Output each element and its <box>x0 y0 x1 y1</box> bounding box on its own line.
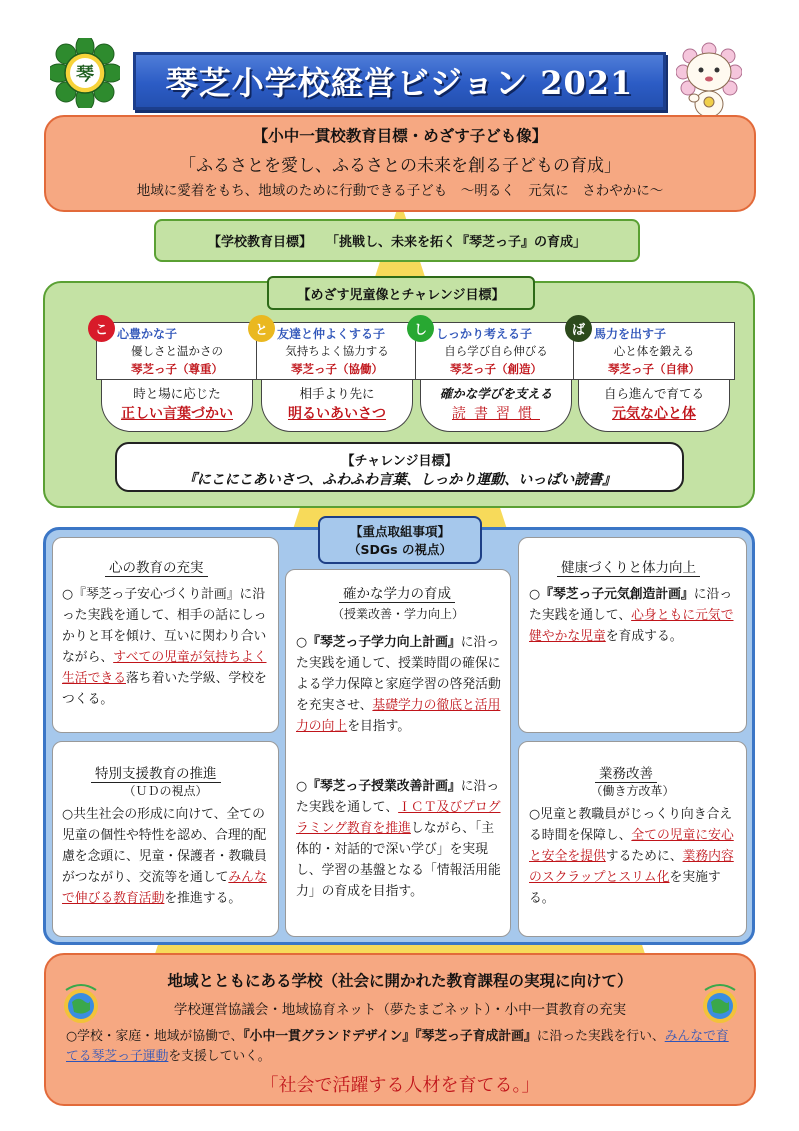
child-card-top <box>96 322 258 380</box>
vision-heading: 【小中一貫校教育目標・めざす子ども像】 <box>252 127 548 145</box>
school-goal-box <box>154 219 640 262</box>
globe-logo-icon <box>60 980 102 1028</box>
school-emblem <box>50 38 120 108</box>
special-body <box>62 804 272 909</box>
mascot-icon <box>676 42 742 120</box>
academic-highlight-1: 基礎学力の徹底と活用力の向上 <box>296 698 501 734</box>
academic-text-2-end: しながら、「主体的・対話的で深い学び」を実現し、学習の基盤となる「情報活用能力」の育成を目指す。 <box>296 821 501 899</box>
child-image-label: 【めざす児童像とチャレンジ目標】 <box>267 276 535 310</box>
health-body <box>529 584 739 647</box>
health-plan: ○『琴芝っ子元気創造計画』 <box>529 587 694 602</box>
community-box <box>44 953 756 1106</box>
emblem-char: 琴 <box>76 64 94 85</box>
vision-main: 「ふるさとを愛し、ふるさとの未来を創る子どもの育成」 <box>179 156 621 176</box>
health-text: に沿った実践を通して、 <box>529 587 733 623</box>
work-body <box>529 804 739 909</box>
child-card-letter-icon: し <box>407 315 434 342</box>
academic-plan-2: ○『琴芝っ子授業改善計画』 <box>296 779 461 794</box>
child-card-challenge-2: 明るいあいさつ <box>288 406 386 422</box>
heart-text: ○『琴芝っ子安心づくり計画』に沿った実践を通して、相手の話にしっかりと耳を傾け、互いに関わり合いながら、 <box>62 587 267 665</box>
community-heading: 地域とともにある学校（社会に開かれた教育課程の実現に向けて） <box>167 972 633 990</box>
community-text-2: に沿った実践を行い、 <box>536 1029 665 1044</box>
child-card-letter-icon: ば <box>565 315 592 342</box>
work-highlight-2: 業務内容のスクラップとスリム化 <box>529 849 734 885</box>
card-academic <box>285 569 511 937</box>
child-card-bottom <box>578 380 730 432</box>
heart-text-end: 落ち着いた学級、学校をつくる。 <box>62 671 267 707</box>
academic-text-2: に沿った実践を通して、 <box>296 779 500 815</box>
community-movement-link[interactable]: みんなで育てる琴芝っ子運動 <box>66 1029 729 1064</box>
child-card-top <box>256 322 418 380</box>
page-title: 琴芝小学校経営ビジョン 2021 <box>165 64 634 102</box>
challenge-text: 『にこにこあいさつ、ふわふわ言葉、しっかり運動、いっぱい読書』 <box>182 472 617 488</box>
child-card-challenge-1: 相手より先に <box>299 386 375 401</box>
child-card-challenge-1: 時と場に応じた <box>133 386 221 401</box>
card-heart-education <box>52 537 279 733</box>
school-vision-box <box>44 115 756 212</box>
focus-label-line1: 【重点取組事項】 <box>349 524 450 539</box>
health-title: 健康づくりと体力向上 <box>557 556 700 577</box>
card-special-support <box>52 741 279 937</box>
work-title: 業務改善 <box>595 762 657 783</box>
child-card-title: しっかり考える子 <box>436 327 533 341</box>
work-text: ○児童と教職員がじっくり向き合える時間を保障し、 <box>529 807 733 843</box>
card-work-reform <box>518 741 747 937</box>
academic-sub: （授業改善・学力向上） <box>331 607 464 621</box>
card-health <box>518 537 747 733</box>
academic-body-2 <box>296 776 502 902</box>
academic-plan-1: ○『琴芝っ子学力向上計画』 <box>296 635 461 650</box>
child-card <box>96 322 258 432</box>
work-highlight-1: 全ての児童に安心と安全を提供 <box>529 828 734 864</box>
academic-text-1-end: を目指す。 <box>347 719 411 734</box>
child-card-top <box>415 322 577 380</box>
health-highlight: 心身ともに元気で健やかな児童 <box>529 608 734 644</box>
child-card-value: 琴芝っ子（協働） <box>291 362 383 376</box>
health-text-end: を育成する。 <box>605 629 683 644</box>
child-card-title: 馬力を出す子 <box>594 327 667 341</box>
academic-body-1 <box>296 632 502 737</box>
title-banner <box>133 52 666 110</box>
child-card-challenge-2: 読書習慣 <box>452 406 540 422</box>
community-sub: 学校運営協議会・地域協育ネット（夢たまごネット）・小中一貫教育の充実 <box>173 1002 627 1018</box>
focus-label <box>318 516 482 564</box>
child-card-value: 琴芝っ子（創造） <box>450 362 542 376</box>
globe-logo-icon-right <box>699 980 741 1028</box>
special-text-end: を推進する。 <box>164 891 242 906</box>
work-sub: （働き方改革） <box>590 784 675 798</box>
special-highlight: みんなで伸びる教育活動 <box>62 870 267 906</box>
special-sub: （ＵＤの視点） <box>123 784 208 798</box>
special-title: 特別支援教育の推進 <box>91 762 221 783</box>
academic-title: 確かな学力の育成 <box>339 582 455 603</box>
child-card-challenge-2: 正しい言葉づかい <box>121 406 233 422</box>
child-card-value: 琴芝っ子（自律） <box>608 362 700 376</box>
child-card-desc: 気持ちよく協力する <box>285 344 389 358</box>
child-card <box>256 322 418 432</box>
heart-highlight: すべての児童が気持ちよく生活できる <box>62 650 267 686</box>
school-goal-text: 「挑戦し、未来を拓く『琴芝っ子』の育成」 <box>326 235 587 250</box>
child-card-bottom <box>420 380 572 432</box>
work-text-end: を実施する。 <box>529 870 721 906</box>
child-card-value: 琴芝っ子（尊重） <box>131 362 223 376</box>
child-card-desc: 優しさと温かさの <box>131 344 223 358</box>
school-goal-label: 【学校教育目標】 <box>207 235 312 250</box>
focus-label-line2: （SDGs の視点） <box>348 542 452 557</box>
child-card <box>415 322 577 432</box>
community-plans: 『小中一貫グランドデザイン』『琴芝っ子育成計画』 <box>243 1029 537 1044</box>
heart-title: 心の教育の充実 <box>105 556 208 577</box>
challenge-heading: 【チャレンジ目標】 <box>341 454 458 469</box>
child-card-title: 心豊かな子 <box>117 327 178 341</box>
child-card-challenge-2: 元気な心と体 <box>612 406 696 422</box>
child-card <box>573 322 735 432</box>
community-text-3: を支援していく。 <box>168 1049 271 1064</box>
child-card-bottom <box>101 380 253 432</box>
community-text-1: ○学校・家庭・地域が協働で、 <box>66 1029 244 1044</box>
child-card-bottom <box>261 380 413 432</box>
child-card-challenge-1: 自ら進んで育てる <box>603 386 704 401</box>
child-card-title: 友達と仲よくする子 <box>277 327 386 341</box>
child-card-desc: 心と体を鍛える <box>613 344 695 358</box>
child-card-desc: 自ら学び自ら伸びる <box>444 344 548 358</box>
child-card-top <box>573 322 735 380</box>
community-body <box>66 1027 736 1067</box>
academic-highlight-2: ＩＣＴ及びプログラミング教育を推進 <box>296 800 501 836</box>
work-text-mid: するために、 <box>605 849 683 864</box>
child-card-letter-icon: と <box>248 315 275 342</box>
community-slogan: 「社会で活躍する人材を育てる。」 <box>260 1075 540 1096</box>
academic-text-1: に沿った実践を通して、授業時間の確保による学力保障と家庭学習の啓発活動を充実させ、 <box>296 635 501 713</box>
child-card-letter-icon: こ <box>88 315 115 342</box>
special-text: ○共生社会の形成に向けて、全ての児童の個性や特性を認め、合理的配慮を念頭に、児童・保護者・教職員がつながり、交流等を通して <box>62 807 267 885</box>
heart-body <box>62 584 272 710</box>
child-card-challenge-1: 確かな学びを支える <box>439 386 553 401</box>
challenge-goal-box <box>115 442 684 492</box>
vision-sub: 地域に愛着をもち、地域のために行動できる子ども ～明るく 元気に さわやかに～ <box>136 183 664 199</box>
